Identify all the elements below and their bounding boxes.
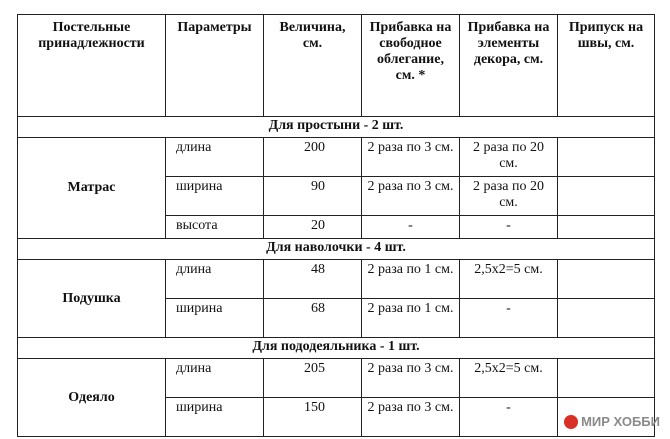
param-cell: высота xyxy=(166,216,264,239)
decor-cell: 2 раза по 20 см. xyxy=(460,138,558,177)
ease-cell: 2 раза по 1 см. xyxy=(362,299,460,338)
seam-cell xyxy=(558,216,655,239)
section-title-duvet-cover: Для пододеяльника - 1 шт. xyxy=(18,338,655,359)
flower-logo-icon xyxy=(564,415,578,429)
section-row xyxy=(18,338,655,359)
seam-cell xyxy=(558,260,655,299)
header-ease-allowance: Прибавка на свободное облегание, см. * xyxy=(362,15,460,117)
value-cell: 48 xyxy=(264,260,362,299)
seam-cell xyxy=(558,177,655,216)
bedding-measurements-table xyxy=(17,14,655,437)
decor-cell: - xyxy=(460,398,558,437)
seam-cell xyxy=(558,359,655,398)
header-decor-allowance: Прибавка на элементы декора, см. xyxy=(460,15,558,117)
param-cell: ширина xyxy=(166,177,264,216)
value-cell: 150 xyxy=(264,398,362,437)
header-bedding: Постельные принадлежности xyxy=(18,15,166,117)
table-row xyxy=(18,138,655,177)
table-row xyxy=(18,260,655,299)
section-row xyxy=(18,117,655,138)
header-size: Величина, см. xyxy=(264,15,362,117)
param-cell: длина xyxy=(166,359,264,398)
section-title-pillowcase: Для наволочки - 4 шт. xyxy=(18,239,655,260)
seam-cell xyxy=(558,138,655,177)
param-cell: ширина xyxy=(166,299,264,338)
decor-cell: 2,5х2=5 см. xyxy=(460,359,558,398)
param-cell: длина xyxy=(166,260,264,299)
param-cell: ширина xyxy=(166,398,264,437)
ease-cell: 2 раза по 3 см. xyxy=(362,138,460,177)
param-cell: длина xyxy=(166,138,264,177)
ease-cell: 2 раза по 1 см. xyxy=(362,260,460,299)
seam-cell xyxy=(558,299,655,338)
header-row xyxy=(18,15,655,117)
decor-cell: 2,5х2=5 см. xyxy=(460,260,558,299)
watermark-text: МИР ХОББИ xyxy=(581,414,660,429)
decor-cell: - xyxy=(460,299,558,338)
decor-cell: - xyxy=(460,216,558,239)
value-cell: 20 xyxy=(264,216,362,239)
ease-cell: 2 раза по 3 см. xyxy=(362,359,460,398)
section-row xyxy=(18,239,655,260)
value-cell: 200 xyxy=(264,138,362,177)
ease-cell: 2 раза по 3 см. xyxy=(362,398,460,437)
ease-cell: - xyxy=(362,216,460,239)
value-cell: 205 xyxy=(264,359,362,398)
value-cell: 90 xyxy=(264,177,362,216)
item-mattress: Матрас xyxy=(18,138,166,239)
header-seam-allowance: Припуск на швы, см. xyxy=(558,15,655,117)
decor-cell: 2 раза по 20 см. xyxy=(460,177,558,216)
section-title-sheet: Для простыни - 2 шт. xyxy=(18,117,655,138)
value-cell: 68 xyxy=(264,299,362,338)
item-pillow: Подушка xyxy=(18,260,166,338)
header-parameters: Параметры xyxy=(166,15,264,117)
ease-cell: 2 раза по 3 см. xyxy=(362,177,460,216)
item-blanket: Одеяло xyxy=(18,359,166,437)
watermark-logo xyxy=(564,414,660,429)
table-row xyxy=(18,359,655,398)
